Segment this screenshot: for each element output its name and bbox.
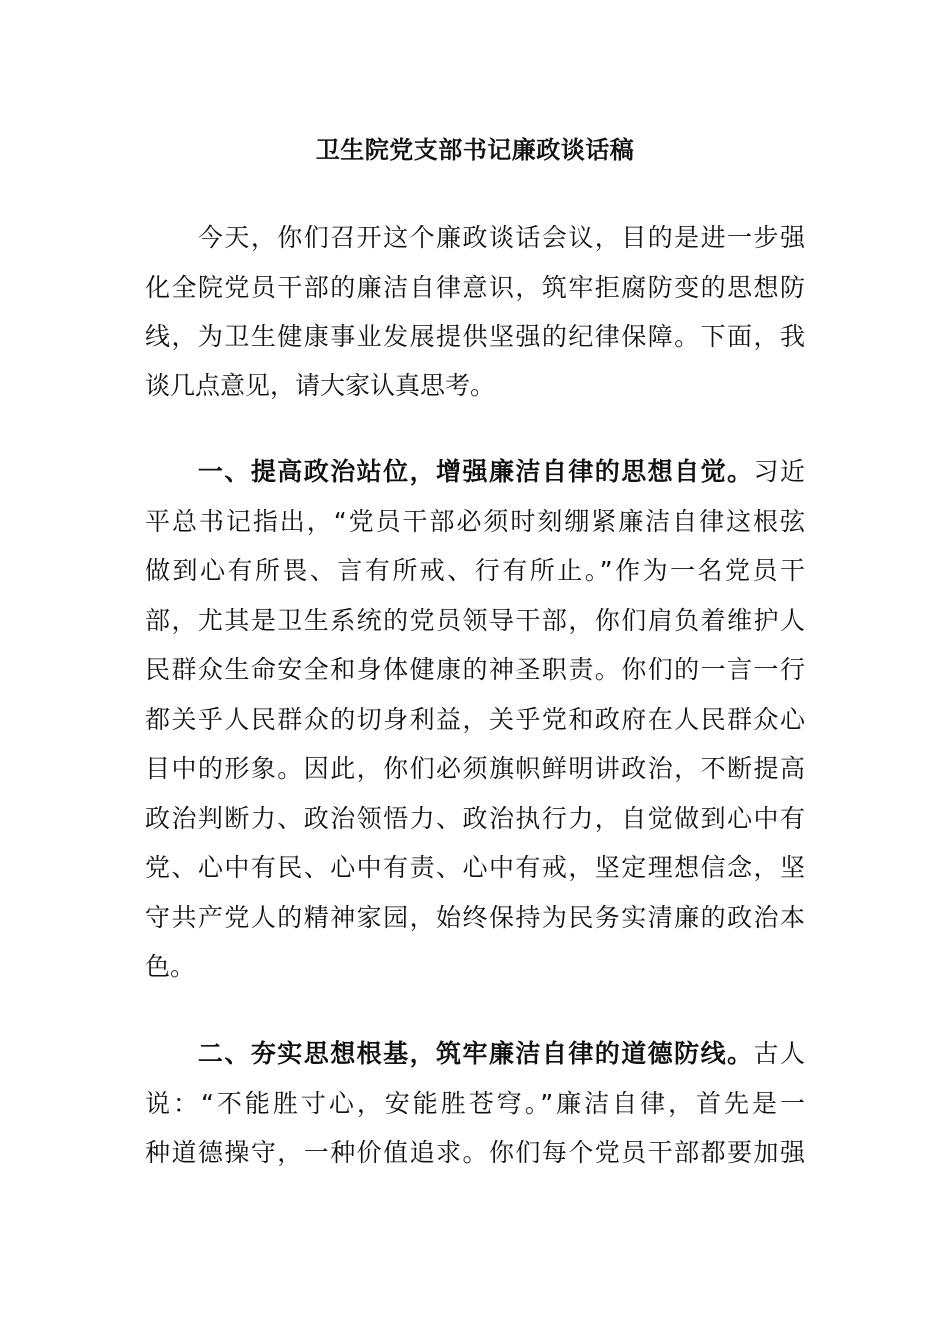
section-heading-2: 二、夯实思想根基，筑牢廉洁自律的道德防线。 bbox=[145, 1039, 754, 1068]
paragraph-2-line-2: 平总书记指出，“党员干部必须时刻绷紧廉洁自律这根弦 bbox=[145, 507, 805, 536]
paragraph-1-line-2: 化全院党员干部的廉洁自律意识，筑牢拒腐防变的思想防 bbox=[145, 273, 805, 302]
paragraph-2-line-1-rest: 习近 bbox=[753, 457, 805, 486]
paragraph-3-line-1 bbox=[145, 1034, 805, 1074]
section-heading-1: 一、提高政治站位，增强廉洁自律的思想自觉。 bbox=[145, 457, 754, 486]
paragraph-1-line-3: 线，为卫生健康事业发展提供坚强的纪律保障。下面，我 bbox=[145, 322, 805, 351]
paragraph-2-line-7: 目中的形象。因此，你们必须旗帜鲜明讲政治，不断提高 bbox=[145, 754, 805, 783]
paragraph-1-line-4: 谈几点意见，请大家认真思考。 bbox=[145, 371, 496, 400]
paragraph-2-line-9: 党、心中有民、心中有责、心中有戒，坚定理想信念，坚 bbox=[145, 853, 805, 882]
paragraph-3-line-3: 种道德操守，一种价值追求。你们每个党员干部都要加强 bbox=[145, 1138, 805, 1167]
paragraph-3-line-1-rest: 古人 bbox=[753, 1039, 805, 1068]
paragraph-2-line-6: 都关乎人民群众的切身利益，关乎党和政府在人民群众心 bbox=[145, 705, 805, 734]
paragraph-3-line-2: 说：“不能胜寸心，安能胜苍穹。”廉洁自律，首先是一 bbox=[145, 1089, 805, 1118]
paragraph-2-line-5: 民群众生命安全和身体健康的神圣职责。你们的一言一行 bbox=[145, 655, 805, 684]
paragraph-2-line-8: 政治判断力、政治领悟力、政治执行力，自觉做到心中有 bbox=[145, 804, 805, 833]
paragraph-2-line-3: 做到心有所畏、言有所戒、行有所止。”作为一名党员干 bbox=[145, 556, 805, 585]
document-title: 卫生院党支部书记廉政谈话稿 bbox=[315, 136, 635, 164]
paragraph-1-line-1: 今天，你们召开这个廉政谈话会议，目的是进一步强 bbox=[145, 223, 805, 252]
paragraph-2-line-4: 部，尤其是卫生系统的党员领导干部，你们肩负着维护人 bbox=[145, 606, 805, 635]
paragraph-2-line-10: 守共产党人的精神家园，始终保持为民务实清廉的政治本 bbox=[145, 903, 805, 932]
paragraph-2-line-1 bbox=[145, 452, 805, 492]
paragraph-2-line-11: 色。 bbox=[145, 952, 196, 981]
